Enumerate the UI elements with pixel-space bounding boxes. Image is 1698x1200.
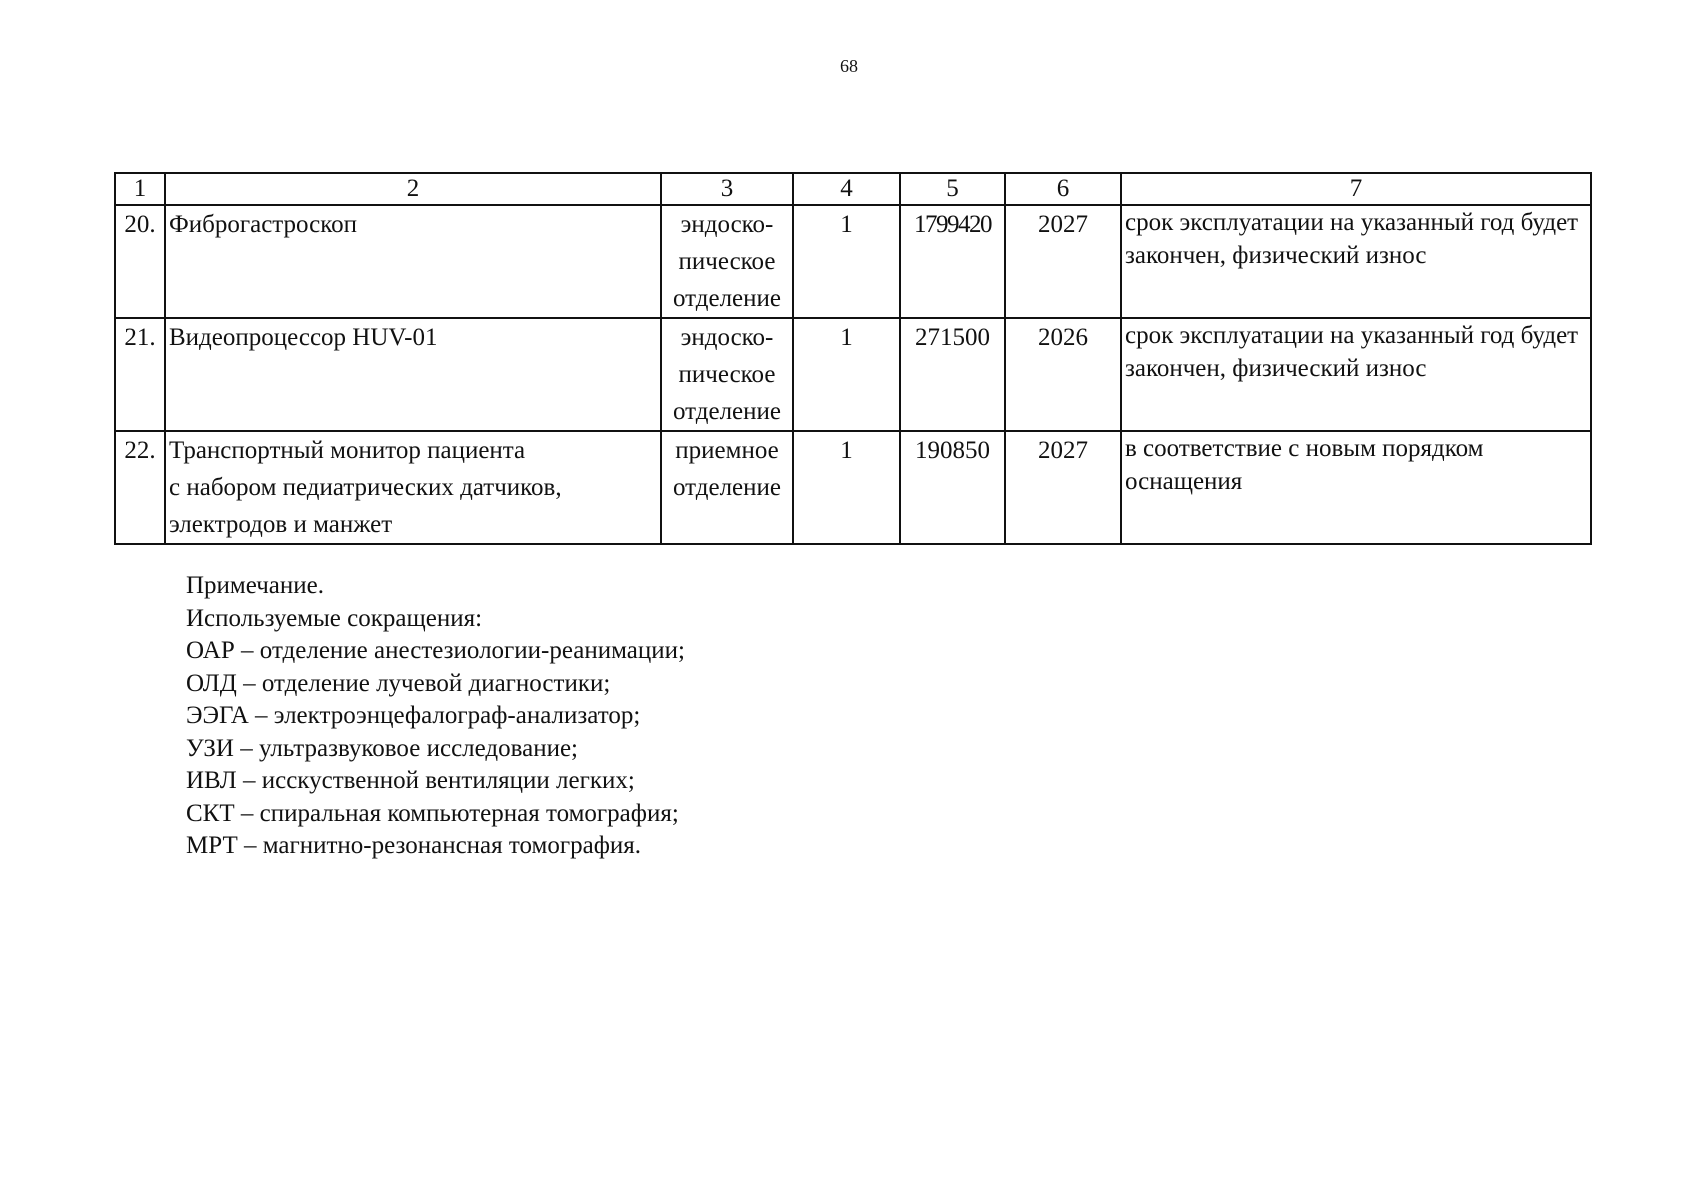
column-header: 6	[1005, 173, 1121, 205]
row-number: 22.	[115, 431, 165, 544]
abbreviation-item: ОЛД – отделение лучевой диагностики;	[186, 669, 611, 697]
table-header-row	[115, 173, 1591, 205]
column-header: 4	[793, 173, 900, 205]
abbreviation-item: СКТ – спиральная компьютерная томография;	[186, 799, 679, 827]
reason: в соответствие с новым порядком оснащения	[1121, 431, 1591, 544]
department: приемное отделение	[661, 431, 793, 544]
abbreviation-notes	[186, 570, 685, 863]
department: эндоско- пическое отделение	[661, 318, 793, 431]
column-header: 7	[1121, 173, 1591, 205]
abbreviation-item: ИВЛ – исскуственной вентиляции легких;	[186, 767, 635, 794]
price: 1799420	[900, 205, 1005, 318]
row-number: 21.	[115, 318, 165, 431]
row-number: 20.	[115, 205, 165, 318]
quantity: 1	[793, 318, 900, 431]
notes-title: Примечание.	[186, 572, 325, 599]
department: эндоско- пическое отделение	[661, 205, 793, 318]
year: 2027	[1005, 431, 1121, 544]
price: 190850	[900, 431, 1005, 544]
abbreviation-item: ЭЭГА – электроэнцефалограф-анализатор;	[186, 702, 641, 729]
reason: срок эксплуатации на указанный год будет закончен, физический износ	[1121, 205, 1591, 318]
column-header: 5	[900, 173, 1005, 205]
column-header: 3	[661, 173, 793, 205]
equipment-name: Фиброгастроскоп	[165, 205, 661, 318]
equipment-table	[114, 172, 1592, 545]
reason: срок эксплуатации на указанный год будет закончен, физический износ	[1121, 318, 1591, 431]
year: 2026	[1005, 318, 1121, 431]
column-header: 2	[165, 173, 661, 205]
page-number: 68	[840, 56, 858, 76]
equipment-name: Видеопроцессор HUV-01	[165, 318, 661, 431]
notes-subtitle: Используемые сокращения:	[186, 604, 483, 632]
year: 2027	[1005, 205, 1121, 318]
abbreviation-item: ОАР – отделение анестезиологии-реанимации;	[186, 637, 685, 664]
column-header: 1	[115, 173, 165, 205]
table-row	[115, 205, 1591, 318]
price: 271500	[900, 318, 1005, 431]
abbreviation-item: УЗИ – ультразвуковое исследование;	[186, 734, 578, 762]
table-row	[115, 431, 1591, 544]
quantity: 1	[793, 431, 900, 544]
quantity: 1	[793, 205, 900, 318]
equipment-name: Транспортный монитор пациента с набором педиатрических датчиков, электродов и манжет	[165, 431, 661, 544]
abbreviation-item: МРТ – магнитно-резонансная томография.	[186, 832, 642, 859]
table-row	[115, 318, 1591, 431]
